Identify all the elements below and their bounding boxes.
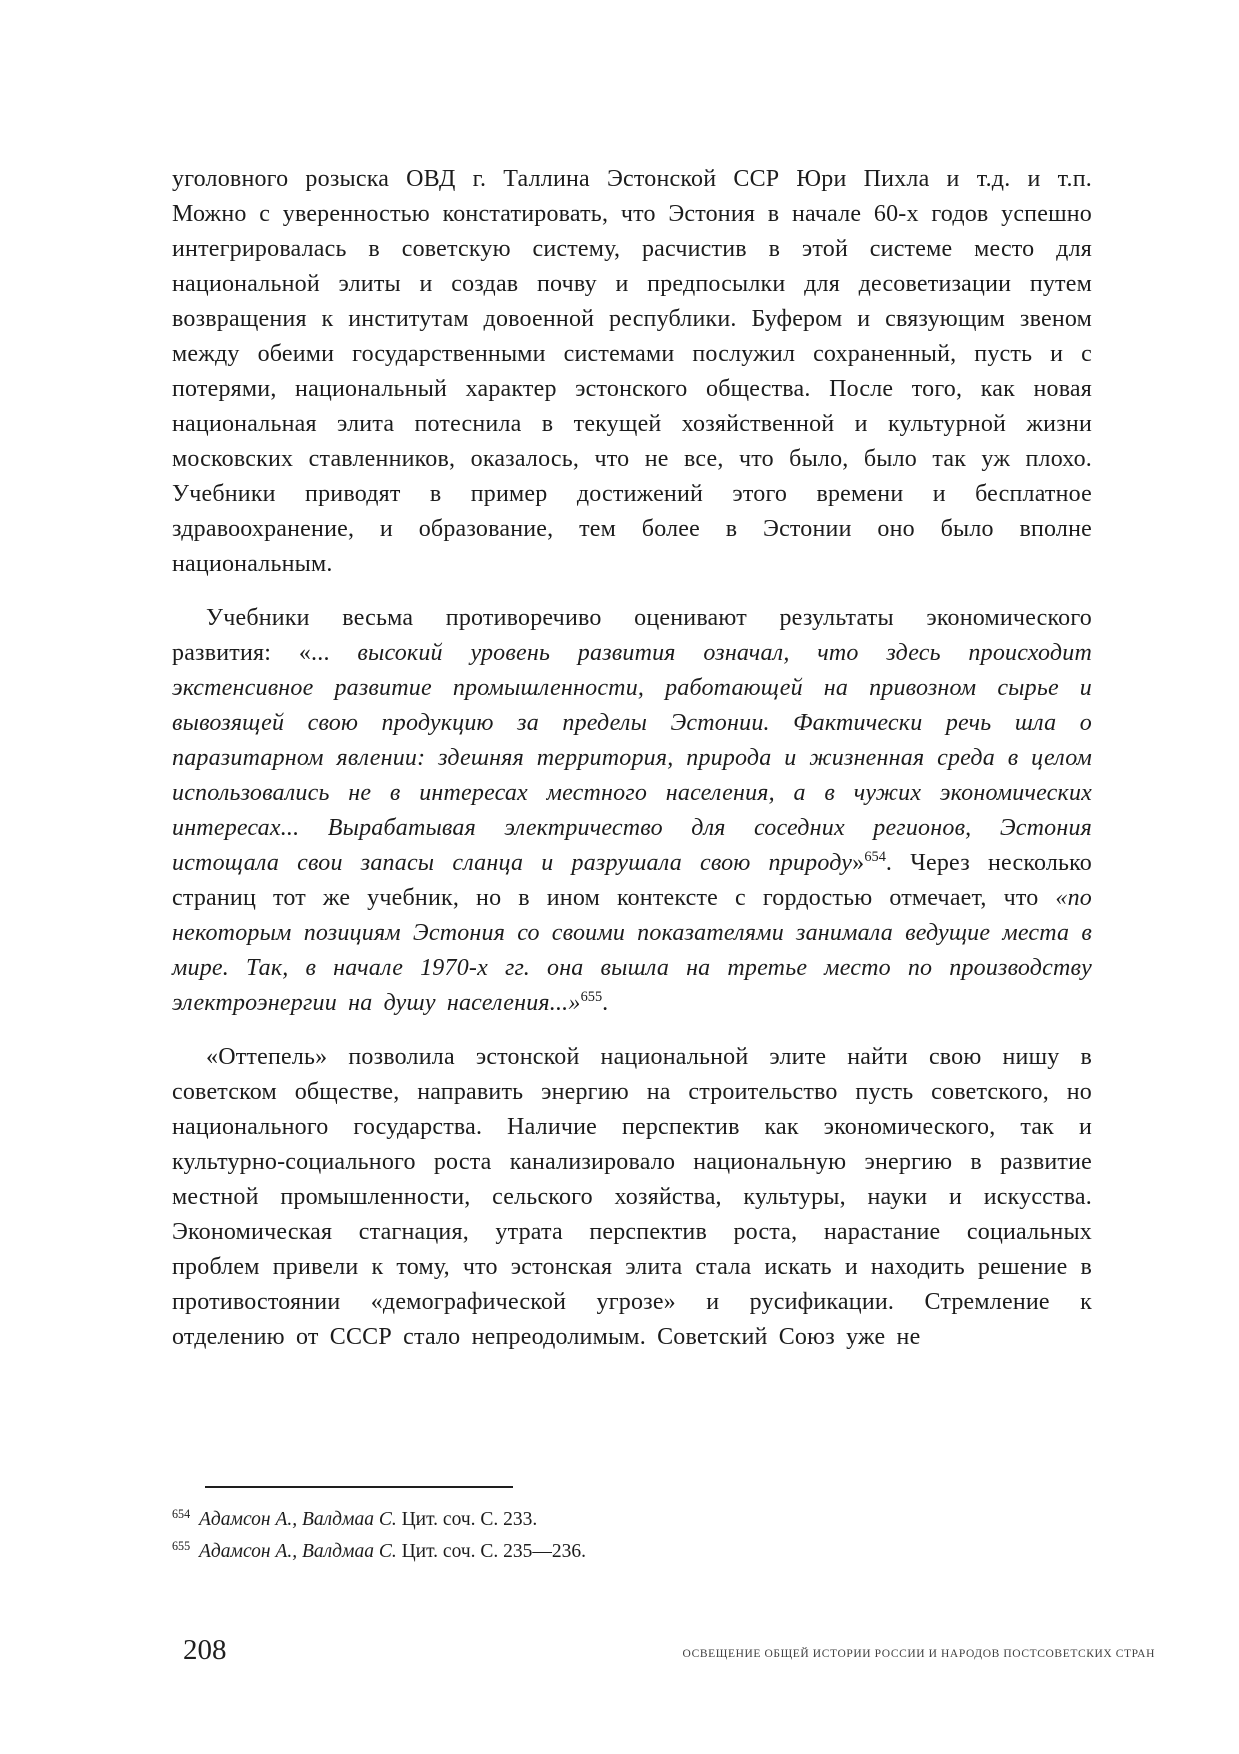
paragraph: [172, 162, 1092, 582]
body-text: [172, 162, 1092, 1355]
text-segment: . Через несколько страниц тот же учебник, но в ином контексте с гордостью отмечает, что: [172, 850, 1093, 911]
page-number: 208: [183, 1634, 227, 1666]
text-segment: уголовного розыска ОВД г. Таллина Эстонской ССР Юри Пихла и т.д. и т.п. Можно с уверенностью констатировать, что Эстония в начале 60-х годов успешно интегрировалась в советскую систему, расчистив в этой системе место для национальной элиты и создав почву и предпосылки для десоветизации путем возвращения к институтам довоенной республики. Буфером и связующим звеном между обеими государственными системами послужил сохраненный, пусть и с потерями, национальный характер эстонского общества. После того, как новая национальная элита потеснила в текущей хозяйственной и культурной жизни московских ставленников, оказалось, что не все, что было, было так уж плохо. Учебники приводят в пример достижений этого времени и бесплатное здравоохранение, и образование, тем более в Эстонии оно было вполне национальным.: [172, 166, 1092, 577]
footnote-citation: Цит. соч. С. 233.: [401, 1509, 538, 1530]
footnote-author: Адамсон А., Валдмаа С.: [194, 1541, 402, 1562]
footnote-marker: 654: [172, 1506, 191, 1521]
text-segment: Учебники весьма противоречиво оценивают результаты экономического развития: «...: [172, 605, 1092, 666]
text-segment: »: [852, 850, 865, 876]
footnote-author: Адамсон А., Валдмаа С.: [194, 1509, 402, 1530]
quoted-italic-text: «по некоторым позициям Эстония со своими показателями занимала ведущие места в мире. Так, в начале 1970-х гг. она вышла на третье место по производству электроэнергии на душу населения...»: [172, 885, 1092, 1016]
quoted-italic-text: высокий уровень развития означал, что здесь происходит экстенсивное развитие промышленности, работающей на привозном сырье и вывозящей свою продукцию за пределы Эстонии. Фактически речь шла о паразитарном явлении: здешняя территория, природа и жизненная среда в целом использовались не в интересах местного населения, а в чужих экономических интересах... Вырабатывая электричество для соседних регионов, Эстония истощала свои запасы сланца и разрушала свою природу: [172, 640, 1092, 876]
text-segment: «Оттепель» позволила эстонской национальной элите найти свою нишу в советском обществе, направить энергию на строительство пусть советского, но национального государства. Наличие перспектив как экономического, так и культурно-социального роста канализировало национальную энергию в развитие местной промышленности, сельского хозяйства, культуры, науки и искусства. Экономическая стагнация, утрата перспектив роста, нарастание социальных проблем привели к тому, что эстонская элита стала искать и находить решение в противостоянии «демографической угрозе» и русификации. Стремление к отделению от СССР стало непреодолимым. Советский Союз уже не: [172, 1044, 1092, 1350]
paragraph: [172, 1040, 1092, 1355]
running-footer: ОСВЕЩЕНИЕ ОБЩЕЙ ИСТОРИИ РОССИИ И НАРОДОВ ПОСТСОВЕТСКИХ СТРАН: [682, 1648, 1155, 1660]
footnote: [172, 1536, 1092, 1568]
text-segment: .: [602, 990, 609, 1016]
paragraph: [172, 601, 1092, 1021]
footnotes-block: [172, 1504, 1092, 1568]
footnote: [172, 1504, 1092, 1536]
footnote-reference: 654: [864, 849, 886, 865]
footnote-reference: 655: [580, 989, 603, 1005]
footnote-marker: 655: [172, 1538, 191, 1553]
footnote-citation: Цит. соч. С. 235—236.: [401, 1541, 587, 1562]
footnote-separator: [205, 1486, 513, 1488]
